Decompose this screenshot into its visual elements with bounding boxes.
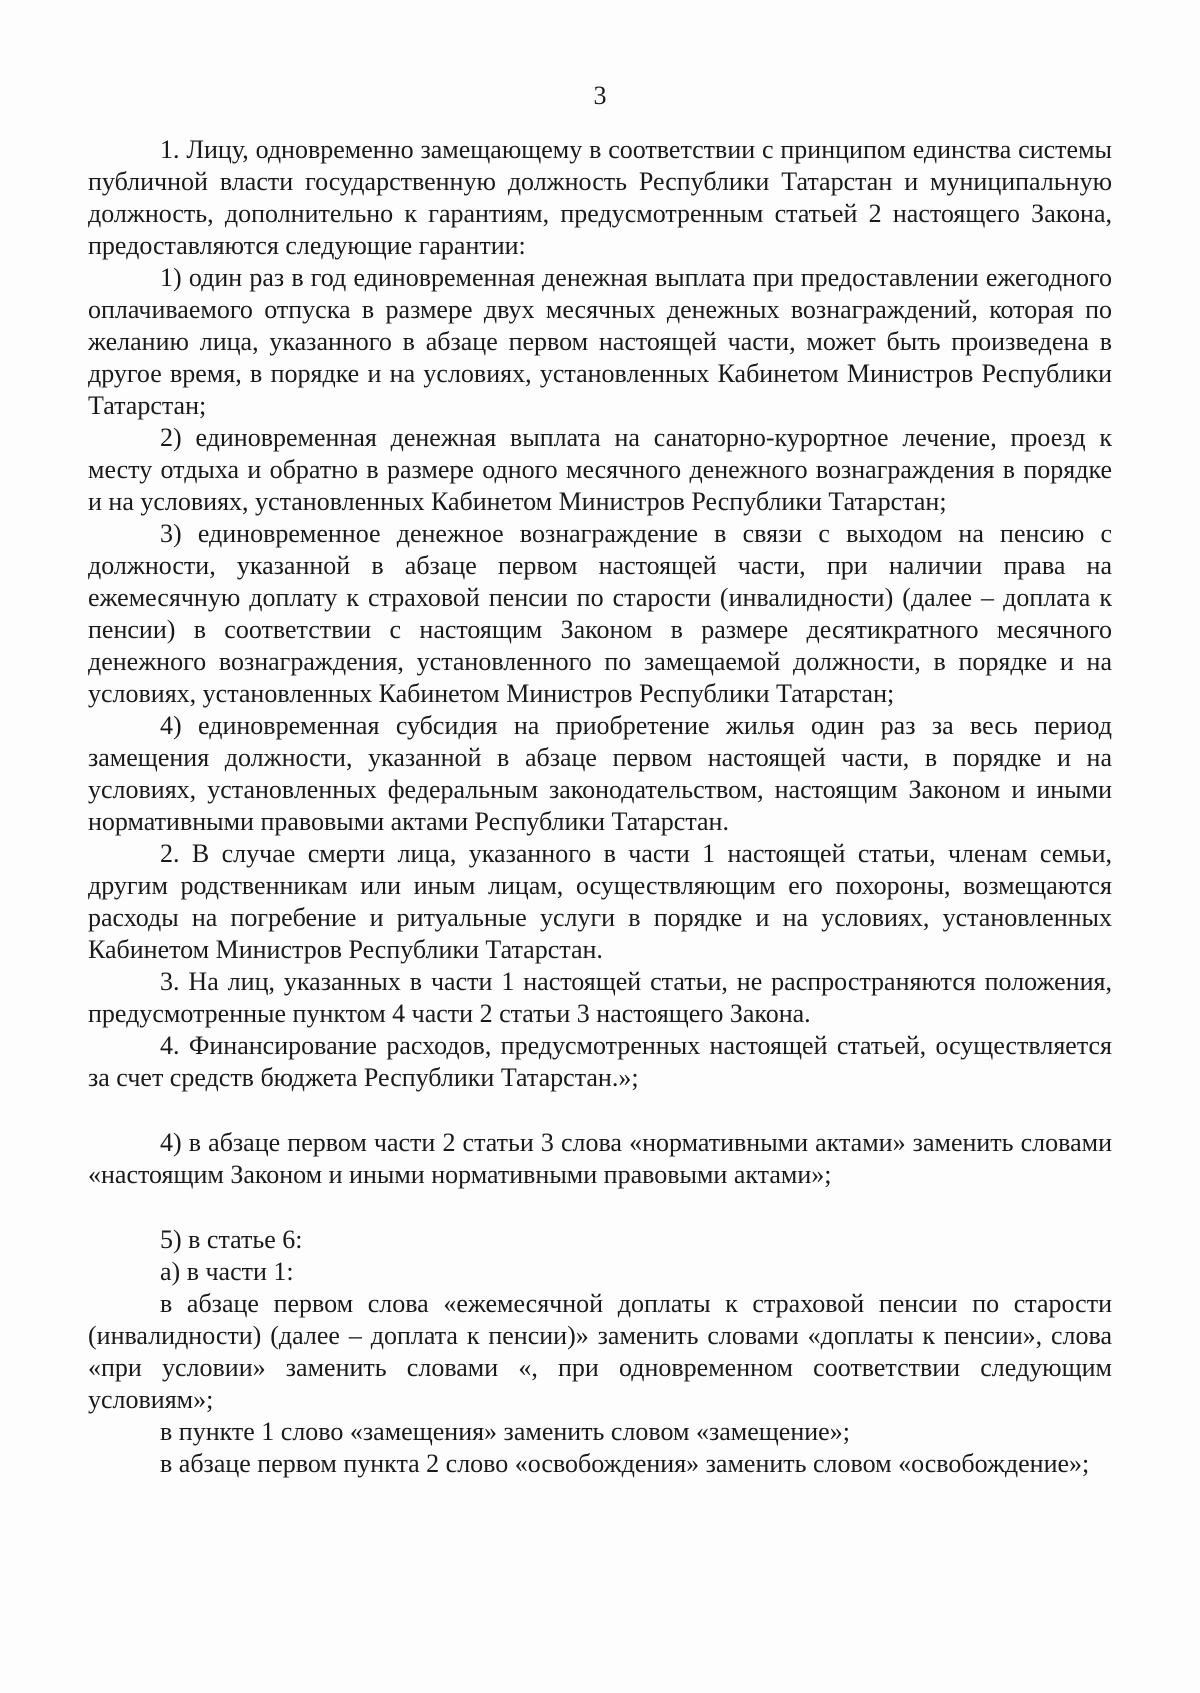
paragraph-item-2: 2) единовременная денежная выплата на санаторно-курортное лечение, проезд к месту отдыха и обратно в размере одного месячного денежного вознаграждения в порядке и на условиях, установленных Кабинетом Министров Республики Татарстан; (88, 423, 1112, 516)
paragraph-part-1: 1. Лицу, одновременно замещающему в соответствии с принципом единства системы публичной власти государственную должность Республики Татарстан и муниципальную должность, дополнительно к гарантиям, предусмотренным статьей 2 настоящего Закона, предоставляются следующие гарантии: (88, 135, 1112, 260)
page-number: 3 (593, 81, 607, 110)
paragraph-item-3: 3) единовременное денежное вознаграждение в связи с выходом на пенсию с должности, указанной в абзаце первом настоящей части, при наличии права на ежемесячную доплату к страховой пенсии по старости (инвалидности) (далее – доплата к пенсии) в соответствии с настоящим Законом в размере десятикратного месячного денежного вознаграждения, установленного по замещаемой должности, в порядке и на условиях, установленных Кабинетом Министров Республики Татарстан; (88, 519, 1112, 708)
paragraph-amendment-5: 5) в статье 6: (160, 1225, 303, 1254)
paragraph-gap (88, 1094, 1112, 1127)
document-body (88, 134, 1112, 1480)
paragraph-amend-punkt-2: в абзаце первом пункта 2 слово «освобождения» заменить словом «освобождение»; (160, 1449, 1090, 1478)
paragraph-item-4: 4) единовременная субсидия на приобретение жилья один раз за весь период замещения должности, указанной в абзаце первом настоящей части, в порядке и на условиях, установленных федеральным законодательством, настоящим Законом и иными нормативными правовыми актами Республики Татарстан. (88, 711, 1112, 836)
paragraph-amend-punkt-1: в пункте 1 слово «замещения» заменить словом «замещение»; (160, 1417, 850, 1446)
paragraph-item-1: 1) один раз в год единовременная денежная выплата при предоставлении ежегодного оплачиваемого отпуска в размере двух месячных денежных вознаграждений, которая по желанию лица, указанного в абзаце первом настоящей части, может быть произведена в другое время, в порядке и на условиях, установленных Кабинетом Министров Республики Татарстан; (88, 263, 1112, 420)
paragraph-part-4: 4. Финансирование расходов, предусмотренных настоящей статьей, осуществляется за счет средств бюджета Республики Татарстан.»; (88, 1031, 1112, 1092)
paragraph-amend-abzac-1: в абзаце первом слова «ежемесячной доплаты к страховой пенсии по старости (инвалидности) (далее – доплата к пенсии)» заменить словами «доплаты к пенсии», слова «при условии» заменить словами «, при одновременном соответствии следующим условиям»; (88, 1289, 1112, 1414)
paragraph-part-3: 3. На лиц, указанных в части 1 настоящей статьи, не распространяются положения, предусмотренные пунктом 4 части 2 статьи 3 настоящего Закона. (88, 967, 1112, 1028)
paragraph-part-2: 2. В случае смерти лица, указанного в части 1 настоящей статьи, членам семьи, другим родственникам или иным лицам, осуществляющим его похороны, возмещаются расходы на погребение и ритуальные услуги в порядке и на условиях, установленных Кабинетом Министров Республики Татарстан. (88, 839, 1112, 964)
paragraph-subitem-a: а) в части 1: (160, 1257, 294, 1286)
paragraph-gap (88, 1191, 1112, 1224)
paragraph-amendment-4: 4) в абзаце первом части 2 статьи 3 слова «нормативными актами» заменить словами «настоящим Законом и иными нормативными правовыми актами»; (88, 1128, 1112, 1189)
